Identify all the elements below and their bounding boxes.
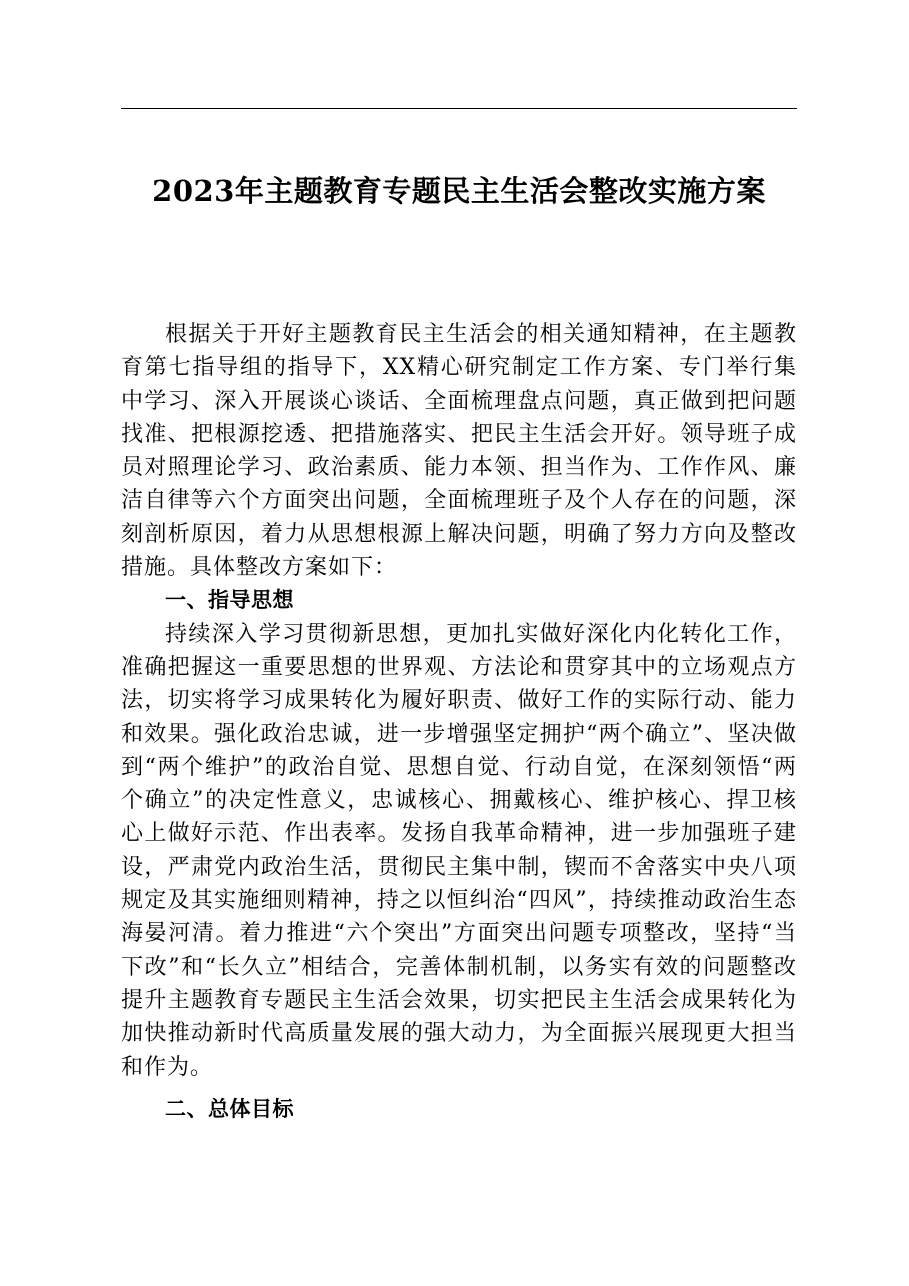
guiding-ideology-paragraph: 持续深入学习贯彻新思想，更加扎实做好深化内化转化工作，准确把握这一重要思想的世界观、方法论和贯穿其中的立场观点方法，切实将学习成果转化为履好职责、做好工作的实际行动、能力和效果。强化政治忠诚，进一步增强坚定拥护“两个确立”、坚决做到“两个维护”的政治自觉、思想自觉、行动自觉，在深刻领悟“两个确立”的决定性意义，忠诚核心、拥戴核心、维护核心、捍卫核心上做好示范、作出表率。发扬自我革命精神，进一步加强班子建设，严肃党内政治生活，贯彻民主集中制，锲而不舍落实中央八项规定及其实施细则精神，持之以恒纠治“四风”，持续推动政治生态海晏河清。着力推进“六个突出”方面突出问题专项整改，坚持“当下改”和“长久立”相结合，完善体制机制，以务实有效的问题整改提升主题教育专题民主生活会效果，切实把民主生活会成果转化为加快推动新时代高质量发展的强大动力，为全面振兴展现更大担当和作为。 bbox=[121, 621, 797, 1080]
header-rule bbox=[121, 108, 797, 109]
document-body bbox=[121, 318, 797, 1126]
document-title: 2023年主题教育专题民主生活会整改实施方案 bbox=[152, 174, 766, 208]
section-heading-overall-goals: 二、总体目标 bbox=[165, 1096, 294, 1121]
intro-paragraph: 根据关于开好主题教育民主生活会的相关通知精神，在主题教育第七指导组的指导下，XX精心研究制定工作方案、专门举行集中学习、深入开展谈心谈话、全面梳理盘点问题，真正做到把问题找准、把根源挖透、把措施落实、把民主生活会开好。领导班子成员对照理论学习、政治素质、能力本领、担当作为、工作作风、廉洁自律等六个方面突出问题，全面梳理班子及个人存在的问题，深刻剖析原因，着力从思想根源上解决问题，明确了努力方向及整改措施。具体整改方案如下： bbox=[121, 322, 797, 581]
section-heading-guiding-ideology: 一、指导思想 bbox=[165, 588, 294, 613]
